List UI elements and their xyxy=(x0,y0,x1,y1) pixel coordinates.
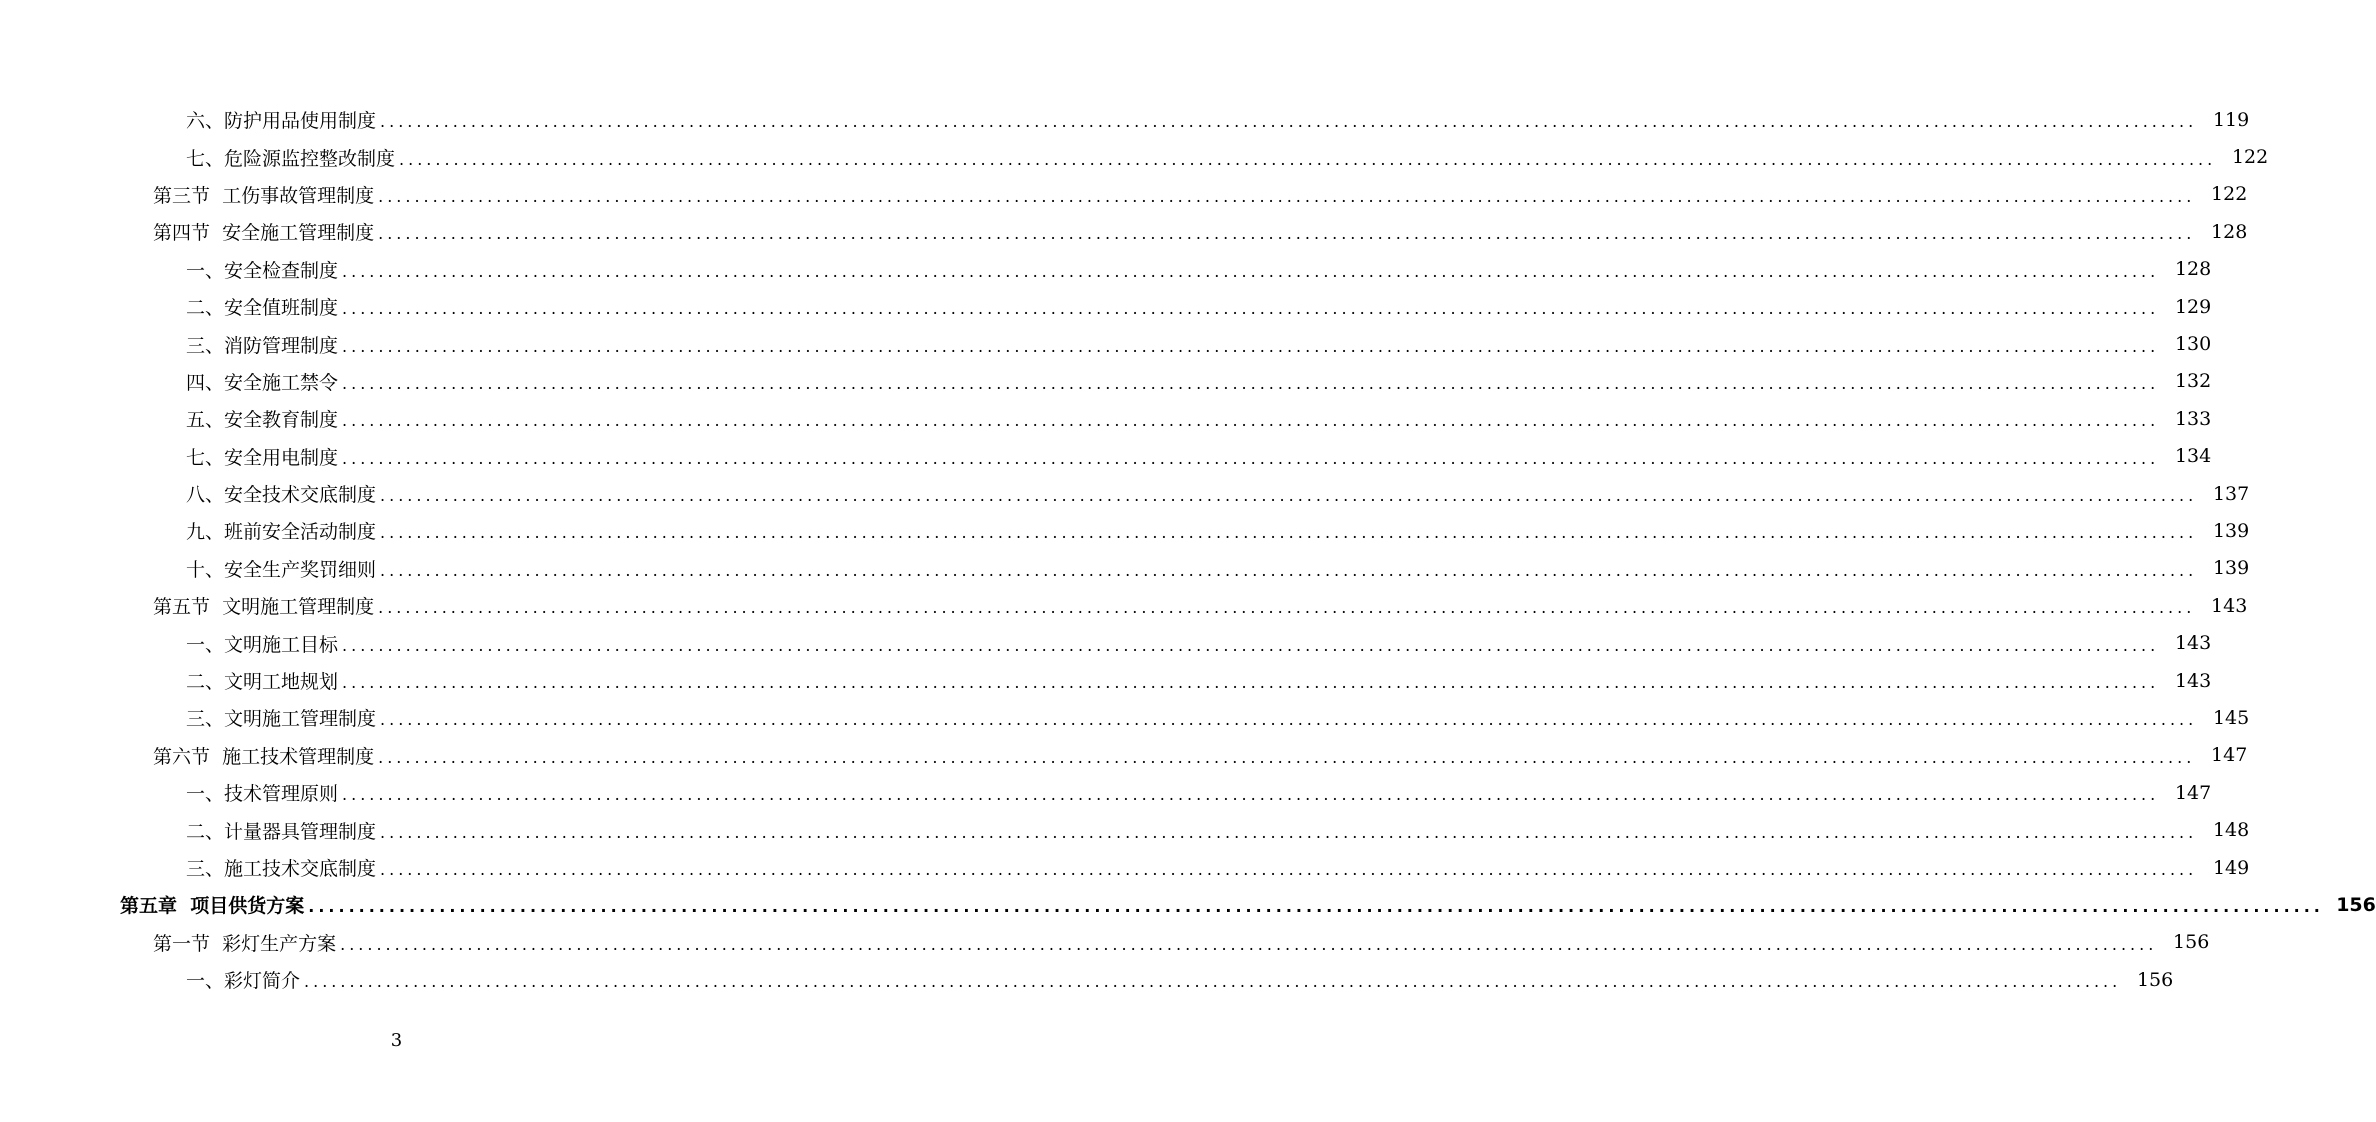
toc-entry-title: 安全值班制度 xyxy=(224,297,339,320)
toc-entry-title: 文明施工目标 xyxy=(224,633,339,656)
toc-entry-number: 三、 xyxy=(186,858,225,880)
toc-entry-title: 安全教育制度 xyxy=(224,409,339,432)
toc-dot-leader: ........................................................................................................................................................................................................ xyxy=(380,710,2198,730)
toc-entry-page: 147 xyxy=(2211,744,2248,767)
toc-entry-page: 139 xyxy=(2212,557,2250,580)
toc-entry[interactable] xyxy=(0,512,2250,549)
toc-entry[interactable] xyxy=(0,101,2250,138)
toc-dot-leader: ........................................................................................................................................................................................................ xyxy=(378,747,2196,767)
toc-entry-number: 四、 xyxy=(186,371,225,394)
toc-entry-title: 工伤事故管理制度 xyxy=(222,184,375,207)
toc-entry-number: 一、 xyxy=(186,259,225,282)
toc-entry[interactable] xyxy=(0,138,2269,175)
toc-entry[interactable] xyxy=(0,811,2250,848)
toc-entry-title: 技术管理原则 xyxy=(224,783,339,806)
toc-entry-title: 文明工地规划 xyxy=(224,671,339,694)
toc-dot-leader: ........................................................................................................................................................................................................ xyxy=(342,448,2160,468)
toc-entry-page: 133 xyxy=(2174,407,2212,430)
toc-entry[interactable] xyxy=(0,961,2174,998)
toc-entry-title: 彩灯简介 xyxy=(224,970,301,993)
toc-entry-number: 第一节 xyxy=(153,932,223,955)
toc-entry-page: 137 xyxy=(2212,482,2250,505)
toc-entry-number: 第五节 xyxy=(153,596,223,619)
toc-dot-leader: ........................................................................................................................................................................................................ xyxy=(380,112,2198,132)
toc-dot-leader: ........................................................................................................................................................................................................ xyxy=(340,934,2158,954)
toc-entry-page: 156 xyxy=(2336,893,2376,916)
toc-dot-leader: ........................................................................................................................................................................................................ xyxy=(342,785,2160,805)
toc-entry-page: 129 xyxy=(2174,295,2212,318)
toc-entry[interactable] xyxy=(0,213,2248,250)
toc-entry-page: 122 xyxy=(2211,183,2248,206)
toc-entry[interactable] xyxy=(0,325,2212,362)
toc-dot-leader: ........................................................................................................................................................................................................ xyxy=(378,186,2196,206)
toc-entry-title: 项目供货方案 xyxy=(190,895,305,918)
toc-entry-title: 施工技术交底制度 xyxy=(224,858,377,880)
toc-entry-page: 122 xyxy=(2231,146,2269,169)
toc-dot-leader: ........................................................................................................................................................................................................ xyxy=(380,822,2198,842)
toc-entry-number: 第三节 xyxy=(153,184,223,207)
toc-entry-title: 安全技术交底制度 xyxy=(224,484,377,507)
toc-entry-number: 五、 xyxy=(186,409,225,432)
toc-dot-leader: ........................................................................................................................................................................................................ xyxy=(342,673,2160,693)
toc-entry-number: 三、 xyxy=(186,334,225,357)
toc-entry[interactable] xyxy=(0,587,2248,624)
toc-entry[interactable] xyxy=(0,288,2212,325)
toc-dot-leader: ........................................................................................................................................................................................................ xyxy=(304,972,2122,992)
toc-entry-page: 132 xyxy=(2174,370,2212,393)
toc-entry[interactable] xyxy=(0,774,2212,811)
toc-entry-number: 第五章 xyxy=(120,895,191,918)
toc-dot-leader: ........................................................................................................................................................................................................ xyxy=(342,336,2160,356)
toc-dot-leader: ........................................................................................................................................................................................................ xyxy=(342,299,2160,319)
toc-entry-title: 消防管理制度 xyxy=(224,334,339,357)
toc-entry[interactable] xyxy=(0,251,2212,288)
toc-entry-number: 二、 xyxy=(186,671,225,694)
toc-entry-page: 134 xyxy=(2174,445,2212,468)
toc-dot-leader: ........................................................................................................................................................................................................ xyxy=(342,411,2160,431)
toc-dot-leader: ........................................................................................................................................................................................................ xyxy=(380,560,2198,580)
toc-entry[interactable] xyxy=(0,400,2212,437)
toc-entry-page: 145 xyxy=(2212,706,2250,729)
toc-entry-title: 安全施工禁令 xyxy=(224,371,339,394)
toc-entry-page: 143 xyxy=(2174,632,2212,655)
toc-entry-title: 彩灯生产方案 xyxy=(222,932,337,955)
toc-entry[interactable] xyxy=(0,662,2212,699)
toc-entry-page: 143 xyxy=(2211,594,2248,617)
toc-entry-number: 三、 xyxy=(186,708,225,731)
toc-entry[interactable] xyxy=(0,438,2212,475)
toc-dot-leader: ........................................................................................................................................................................................................ xyxy=(342,261,2160,281)
toc-entry-title: 安全检查制度 xyxy=(224,259,339,282)
toc-entry-number: 八、 xyxy=(186,484,225,507)
toc-entry-page: 147 xyxy=(2174,781,2212,804)
toc-entry-page: 128 xyxy=(2211,220,2248,243)
toc-entry-title: 计量器具管理制度 xyxy=(224,820,377,843)
toc-dot-leader: ........................................................................................................................................................................................................ xyxy=(380,486,2198,506)
toc-entry-page: 128 xyxy=(2174,258,2212,281)
toc-entry-title: 施工技术管理制度 xyxy=(222,745,375,768)
toc-entry[interactable] xyxy=(0,624,2212,661)
toc-entry-number: 十、 xyxy=(186,558,225,581)
toc-entry-page: 156 xyxy=(2136,968,2174,991)
toc-entry-title: 安全施工管理制度 xyxy=(222,222,375,245)
toc-entry-title: 文明施工管理制度 xyxy=(222,596,375,619)
toc-entry-title: 文明施工管理制度 xyxy=(224,708,377,731)
toc-entry[interactable] xyxy=(0,849,2250,886)
toc-entry[interactable] xyxy=(0,550,2250,587)
toc-dot-leader: ........................................................................................................................................................................................................ xyxy=(308,897,2324,917)
toc-dot-leader: ........................................................................................................................................................................................................ xyxy=(399,149,2217,169)
toc-entry[interactable] xyxy=(0,737,2248,774)
toc-entry-number: 七、 xyxy=(186,147,225,170)
toc-entry-title: 班前安全活动制度 xyxy=(224,521,377,544)
toc-entry-number: 一、 xyxy=(186,970,225,993)
toc-dot-leader: ........................................................................................................................................................................................................ xyxy=(378,598,2196,618)
toc-entry-page: 139 xyxy=(2212,519,2250,542)
toc-entry-title: 防护用品使用制度 xyxy=(224,110,377,133)
toc-entry-title: 危险源监控整改制度 xyxy=(224,147,396,170)
toc-entry[interactable] xyxy=(0,363,2212,400)
toc-entry[interactable] xyxy=(0,176,2248,213)
toc-dot-leader: ........................................................................................................................................................................................................ xyxy=(380,860,2198,879)
toc-dot-leader: ........................................................................................................................................................................................................ xyxy=(342,373,2160,393)
toc-entry-page: 143 xyxy=(2174,669,2212,692)
toc-entry-page: 130 xyxy=(2174,333,2212,356)
toc-dot-leader: ........................................................................................................................................................................................................ xyxy=(378,224,2196,244)
toc-entry[interactable] xyxy=(0,886,2376,923)
toc-entry-title: 安全生产奖罚细则 xyxy=(224,558,377,581)
toc-entry-number: 六、 xyxy=(186,110,225,133)
toc-entry-number: 一、 xyxy=(186,633,225,656)
toc-entry[interactable] xyxy=(0,475,2250,512)
toc-entry-title: 安全用电制度 xyxy=(224,446,339,469)
toc-dot-leader: ........................................................................................................................................................................................................ xyxy=(380,523,2198,543)
page-number: 3 xyxy=(390,1030,403,1051)
toc-entry-page: 156 xyxy=(2173,931,2210,954)
toc-entry-number: 第四节 xyxy=(153,222,223,245)
toc-entry-number: 二、 xyxy=(186,820,225,843)
toc-entry[interactable] xyxy=(0,699,2250,736)
toc-entry-number: 二、 xyxy=(186,297,225,320)
toc-entry-page: 149 xyxy=(2212,856,2250,879)
toc-entry-number: 一、 xyxy=(186,783,225,806)
toc-entry-number: 第六节 xyxy=(153,745,223,768)
toc-entry-number: 九、 xyxy=(186,521,225,544)
toc-entry[interactable] xyxy=(0,924,2210,961)
toc-entry-page: 119 xyxy=(2212,108,2250,131)
toc-entry-page: 148 xyxy=(2212,819,2250,842)
toc-dot-leader: ........................................................................................................................................................................................................ xyxy=(342,635,2160,655)
toc-entry-number: 七、 xyxy=(186,446,225,469)
table-of-contents xyxy=(0,101,2376,998)
